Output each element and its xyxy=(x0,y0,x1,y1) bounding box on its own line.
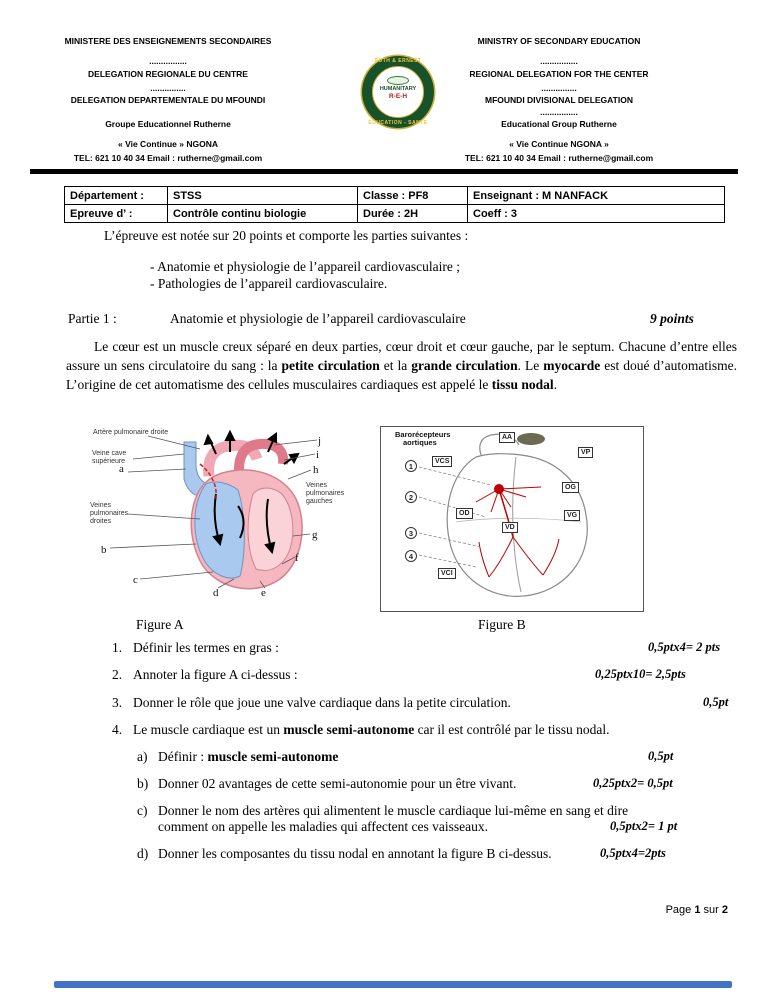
question-text-part: Définir : xyxy=(158,749,208,764)
paragraph-text: . Le xyxy=(517,358,544,373)
bold-term: tissu nodal xyxy=(491,377,554,392)
footer-page-number: 1 xyxy=(694,904,701,916)
dots-line: ................ xyxy=(149,56,187,66)
bold-term: myocarde xyxy=(543,358,601,373)
school-contact-fr: TEL: 621 10 40 34 Email : rutherne@gmail.com xyxy=(73,153,263,163)
question-text: Donner 02 avantages de cette semi-autonomie pour un être vivant. xyxy=(158,776,517,791)
list-item: - Pathologies de l’appareil cardiovasculaire. xyxy=(150,276,388,291)
paragraph-text: est doué d’automatisme. L’origine de cet automatisme des cellules musculaires cardiaques est appelé le xyxy=(66,358,738,392)
part1-label: Partie 1 : xyxy=(68,311,117,326)
figure-b-tag-aa: AA xyxy=(499,432,515,443)
figure-a-label-veines-droites: Veines xyxy=(90,502,112,509)
figure-a-label-veine-cave-2: supérieure xyxy=(92,458,126,465)
figure-a-label-veine-cave: Veine cave xyxy=(92,450,127,457)
figure-a-letter-f: f xyxy=(295,552,299,564)
figure-a-letter-d: d xyxy=(213,587,219,599)
class-cell: Classe : PF8 xyxy=(358,187,468,205)
question-points: 0,25ptx2= 0,5pt xyxy=(593,776,673,790)
figure-b-number-1: 1 xyxy=(405,460,417,472)
question-number: b) xyxy=(137,776,149,791)
question-points: 0,25ptx10= 2,5pts xyxy=(595,667,686,681)
question-3 xyxy=(0,695,768,713)
logo-hands-icon xyxy=(387,76,409,85)
figure-b-tissu-nodal xyxy=(380,426,644,612)
figure-b-tag-vp: VP xyxy=(578,447,593,458)
dots-line: ............... xyxy=(541,83,577,93)
question-4 xyxy=(0,722,768,740)
header-divider xyxy=(30,169,738,174)
question-text: Donner les composantes du tissu nodal en annotant la figure B ci-dessus. xyxy=(158,846,552,861)
question-text: comment on appelle les maladies qui affectent ces vaisseaux. xyxy=(158,819,489,834)
question-number: c) xyxy=(137,803,148,818)
question-text: Annoter la figure A ci-dessus : xyxy=(133,667,298,682)
figure-b-number-3: 3 xyxy=(405,527,417,539)
ministry-name-en: MINISTRY OF SECONDARY EDUCATION xyxy=(477,36,641,46)
part1-heading-row xyxy=(0,311,768,329)
figure-a-label-veines-droites-3: droites xyxy=(90,518,112,525)
question-2 xyxy=(0,667,768,685)
figure-a-letter-a: a xyxy=(119,463,124,475)
logo-arc-top-text: RUTH & ERNEST xyxy=(374,58,422,64)
figure-a-letter-c: c xyxy=(133,574,138,586)
figure-b-tag-vcs: VCS xyxy=(432,456,452,467)
intro-paragraph xyxy=(66,337,737,394)
exam-info-table xyxy=(64,186,725,223)
question-4b xyxy=(0,776,768,794)
logo-abbr-text: R-E-H xyxy=(388,93,408,100)
footer-blue-bar xyxy=(54,981,732,988)
table-row xyxy=(65,187,725,205)
logo-inner-disc xyxy=(372,66,424,118)
question-text: Définir les termes en gras : xyxy=(133,640,279,655)
header-right-block xyxy=(428,36,690,163)
footer-total-pages: 2 xyxy=(721,904,728,916)
list-item: - Anatomie et physiologie de l’appareil cardiovasculaire ; xyxy=(150,259,461,274)
question-4a xyxy=(0,749,768,767)
question-text xyxy=(158,749,338,765)
question-4d xyxy=(0,846,768,864)
departmental-delegation-fr: DELEGATION DEPARTEMENTALE DU MFOUNDI xyxy=(70,95,266,105)
ministry-name-fr: MINISTERE DES ENSEIGNEMENTS SECONDAIRES xyxy=(64,36,272,46)
figure-a-label-artere: Artère pulmonaire droite xyxy=(93,429,169,436)
question-text: Donner le rôle que joue une valve cardiaque dans la petite circulation. xyxy=(133,695,511,710)
school-group-en: Educational Group Rutherne xyxy=(501,119,617,129)
dots-line: ................ xyxy=(540,107,578,117)
question-number: 1. xyxy=(112,640,123,655)
question-points: 0,5ptx4= 2 pts xyxy=(648,640,721,654)
teacher-cell: Enseignant : M NANFACK xyxy=(468,187,725,205)
figure-a-illustration xyxy=(88,424,370,616)
departmental-delegation-en: MFOUNDI DIVISIONAL DELEGATION xyxy=(485,95,633,105)
exam-title-cell: Contrôle continu biologie xyxy=(168,205,358,223)
bold-term: petite circulation xyxy=(281,358,380,373)
question-number: 2. xyxy=(112,667,123,682)
figure-a-letter-j: j xyxy=(318,435,322,447)
figure-b-number-2: 2 xyxy=(405,491,417,503)
figure-b-tag-vci: VCI xyxy=(438,568,456,579)
figure-a-label-veines-gauches-2: pulmonaires xyxy=(306,490,345,497)
figure-a-letter-g: g xyxy=(312,529,318,541)
question-text xyxy=(133,722,610,738)
school-motto-en: « Vie Continue NGONA » xyxy=(509,139,609,149)
bold-term: muscle semi-autonome xyxy=(283,722,415,737)
coeff-cell: Coeff : 3 xyxy=(468,205,725,223)
figure-b-tag-vd: VD xyxy=(502,522,518,533)
question-4c-line2 xyxy=(0,819,768,837)
figure-b-baroreceptors-label-2: aortiques xyxy=(403,438,437,447)
logo-name-text: HUMANITARY xyxy=(379,86,417,92)
bold-term: grande circulation xyxy=(411,358,518,373)
paragraph-text: Le cœur est un muscle creux séparé en deux parties, cœur droit et cœur gauche, par le septum. Chacune d’entre elles assure un sens circulatoire du sang : la xyxy=(66,339,737,373)
table-row xyxy=(65,205,725,223)
figure-a-letter-b: b xyxy=(101,544,107,556)
regional-delegation-en: REGIONAL DELEGATION FOR THE CENTER xyxy=(469,69,649,79)
question-number: d) xyxy=(137,846,149,861)
school-motto-fr: « Vie Continue » NGONA xyxy=(118,139,218,149)
question-points: 0,5pt xyxy=(648,749,674,763)
question-points: 0,5pt xyxy=(703,695,729,709)
dots-line: ................ xyxy=(540,56,578,66)
figure-a-label-veines-gauches: Veines xyxy=(306,482,328,489)
dept-value-cell: STSS xyxy=(168,187,358,205)
question-number: 3. xyxy=(112,695,123,710)
figure-a-label-veines-gauches-3: gauches xyxy=(306,498,333,505)
figure-b-tag-og: OG xyxy=(562,482,579,493)
footer-page-word: Page xyxy=(665,904,695,916)
school-contact-en: TEL: 621 10 40 34 Email : rutherne@gmail.com xyxy=(464,153,654,163)
figure-a-letter-i: i xyxy=(316,449,320,461)
bold-term: muscle semi-autonome xyxy=(207,749,339,764)
figure-a-heart-anatomy xyxy=(88,424,370,616)
paragraph-text: et la xyxy=(379,358,412,373)
paragraph-text: . xyxy=(553,377,557,392)
exam-label-cell: Epreuve d’ : xyxy=(65,205,168,223)
logo-arc-bottom-text: EDUCATION - SANTE xyxy=(368,120,428,126)
exam-parts-list xyxy=(150,258,460,292)
question-points: 0,5ptx4=2pts xyxy=(600,846,666,860)
regional-delegation-fr: DELEGATION REGIONALE DU CENTRE xyxy=(88,69,248,79)
school-group-fr: Groupe Educationnel Rutherne xyxy=(105,119,231,129)
question-text-part: car il est contrôlé par le tissu nodal. xyxy=(414,722,610,737)
figure-b-illustration xyxy=(381,427,643,611)
footer-sur-word: sur xyxy=(700,904,722,916)
figure-a-caption: Figure A xyxy=(136,617,184,632)
dots-line: ............... xyxy=(150,83,186,93)
question-1 xyxy=(0,640,768,658)
figure-b-tag-vg: VG xyxy=(564,510,580,521)
figure-a-letter-e: e xyxy=(261,587,266,599)
duration-cell: Durée : 2H xyxy=(358,205,468,223)
figure-a-letter-h: h xyxy=(313,464,319,476)
figure-b-baroreceptors-label: Barorécepteurs xyxy=(395,430,451,439)
question-text: Donner le nom des artères qui alimentent le muscle cardiaque lui-même en sang et dire xyxy=(158,803,629,818)
figure-b-caption: Figure B xyxy=(478,617,526,632)
exam-notice: L’épreuve est notée sur 20 points et comporte les parties suivantes : xyxy=(104,228,469,243)
dept-label-cell: Département : xyxy=(65,187,168,205)
page-footer xyxy=(666,904,728,916)
question-number: 4. xyxy=(112,722,123,737)
question-number: a) xyxy=(137,749,148,764)
school-logo xyxy=(362,56,434,128)
figure-b-number-4: 4 xyxy=(405,550,417,562)
question-text-part: Le muscle cardiaque est un xyxy=(133,722,284,737)
figure-a-label-veines-droites-2: pulmonaires xyxy=(90,510,129,517)
figure-b-tag-od: OD xyxy=(456,508,473,519)
part1-points: 9 points xyxy=(650,311,694,326)
question-points: 0,5ptx2= 1 pt xyxy=(610,819,678,833)
part1-title: Anatomie et physiologie de l’appareil cardiovasculaire xyxy=(170,311,466,326)
header-left-block xyxy=(18,36,318,163)
